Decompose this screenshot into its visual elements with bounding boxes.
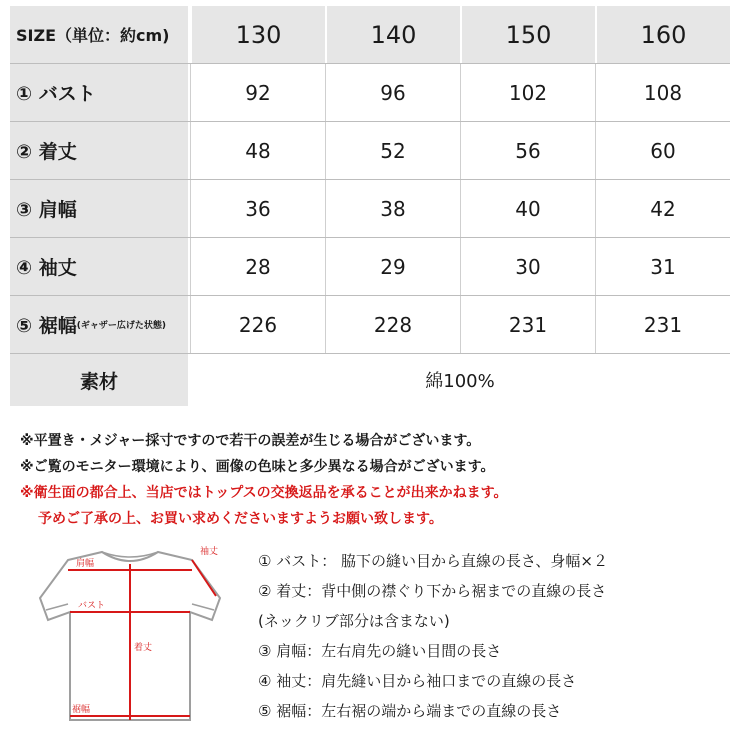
table-cell: 96	[325, 64, 460, 121]
diagram-label-hem: 裾幅	[72, 705, 91, 715]
table-cell: 30	[460, 238, 595, 295]
diagram-label-sleeve: 袖丈	[200, 547, 219, 557]
size-150-header: 150	[460, 6, 595, 63]
table-row-sleeve	[10, 238, 730, 296]
diagram-label-shoulder: 肩幅	[76, 559, 95, 569]
table-cell: 31	[595, 238, 730, 295]
tshirt-diagram-svg	[20, 540, 240, 730]
description-line: (ネックリブ部分は含まない)	[258, 612, 450, 630]
table-cell: 231	[595, 296, 730, 353]
table-cell: 231	[460, 296, 595, 353]
row-label-text: ② 着丈	[16, 141, 77, 163]
table-header-row	[10, 6, 730, 64]
note-line: ※平置き・メジャー採寸ですので若干の誤差が生じる場合がございます。	[20, 433, 481, 449]
table-row-material	[10, 354, 730, 406]
row-label	[10, 238, 190, 295]
row-label-text: ⑤ 裾幅	[16, 315, 77, 337]
table-cell: 29	[325, 238, 460, 295]
material-value: 綿100%	[190, 354, 730, 406]
table-cell: 108	[595, 64, 730, 121]
table-cell: 42	[595, 180, 730, 237]
size-160-header: 160	[595, 6, 730, 63]
size-unit-label: SIZE（単位：約cm)	[10, 6, 190, 63]
note-line-warning: ※衛生面の都合上、当店ではトップスの交換返品を承ることが出来かねます。	[20, 485, 508, 501]
description-line: ⑤ 裾幅：左右裾の端から端までの直線の長さ	[258, 702, 562, 720]
notes	[20, 428, 508, 532]
note-line: ※ご覧のモニター環境により、画像の色味と多少異なる場合がございます。	[20, 459, 495, 475]
table-cell: 228	[325, 296, 460, 353]
size-140-header: 140	[325, 6, 460, 63]
table-cell: 40	[460, 180, 595, 237]
row-label	[10, 64, 190, 121]
description-line: ③ 肩幅：左右肩先の縫い目間の長さ	[258, 642, 502, 660]
row-label	[10, 180, 190, 237]
size-130-header: 130	[190, 6, 325, 63]
sleeve-hem-left	[46, 604, 68, 610]
table-cell: 36	[190, 180, 325, 237]
material-label: 素材	[10, 354, 190, 406]
diagram-label-bust: バスト	[78, 601, 106, 611]
row-label-text: ① バスト	[16, 83, 96, 105]
table-cell: 60	[595, 122, 730, 179]
row-label-text: ④ 袖丈	[16, 257, 77, 279]
sleeve-hem-right	[192, 604, 214, 610]
table-cell: 28	[190, 238, 325, 295]
table-row-shoulder	[10, 180, 730, 238]
table-cell: 92	[190, 64, 325, 121]
description-line: ② 着丈：背中側の襟ぐり下から裾までの直線の長さ	[258, 582, 607, 600]
note-line-warning: 予めご了承の上、お買い求めくださいますようお願い致します。	[38, 511, 443, 527]
hem-note: (ギャザー広げた状態)	[76, 321, 166, 331]
table-row-length	[10, 122, 730, 180]
row-label-text: ③ 肩幅	[16, 199, 77, 221]
row-label	[10, 122, 190, 179]
table-cell: 226	[190, 296, 325, 353]
size-table	[10, 6, 730, 406]
table-row-hem	[10, 296, 730, 354]
tshirt-diagram	[20, 540, 240, 730]
description-line: ① バスト： 脇下の縫い目から直線の長さ、身幅×２	[258, 552, 608, 570]
measurement-descriptions	[258, 546, 608, 726]
sleeve-measure-line	[192, 560, 216, 596]
table-row-bust	[10, 64, 730, 122]
table-cell: 52	[325, 122, 460, 179]
row-label	[10, 296, 190, 353]
diagram-label-length: 着丈	[134, 643, 153, 653]
table-cell: 102	[460, 64, 595, 121]
table-cell: 48	[190, 122, 325, 179]
description-line: ④ 袖丈：肩先縫い目から袖口までの直線の長さ	[258, 672, 577, 690]
table-cell: 56	[460, 122, 595, 179]
table-cell: 38	[325, 180, 460, 237]
